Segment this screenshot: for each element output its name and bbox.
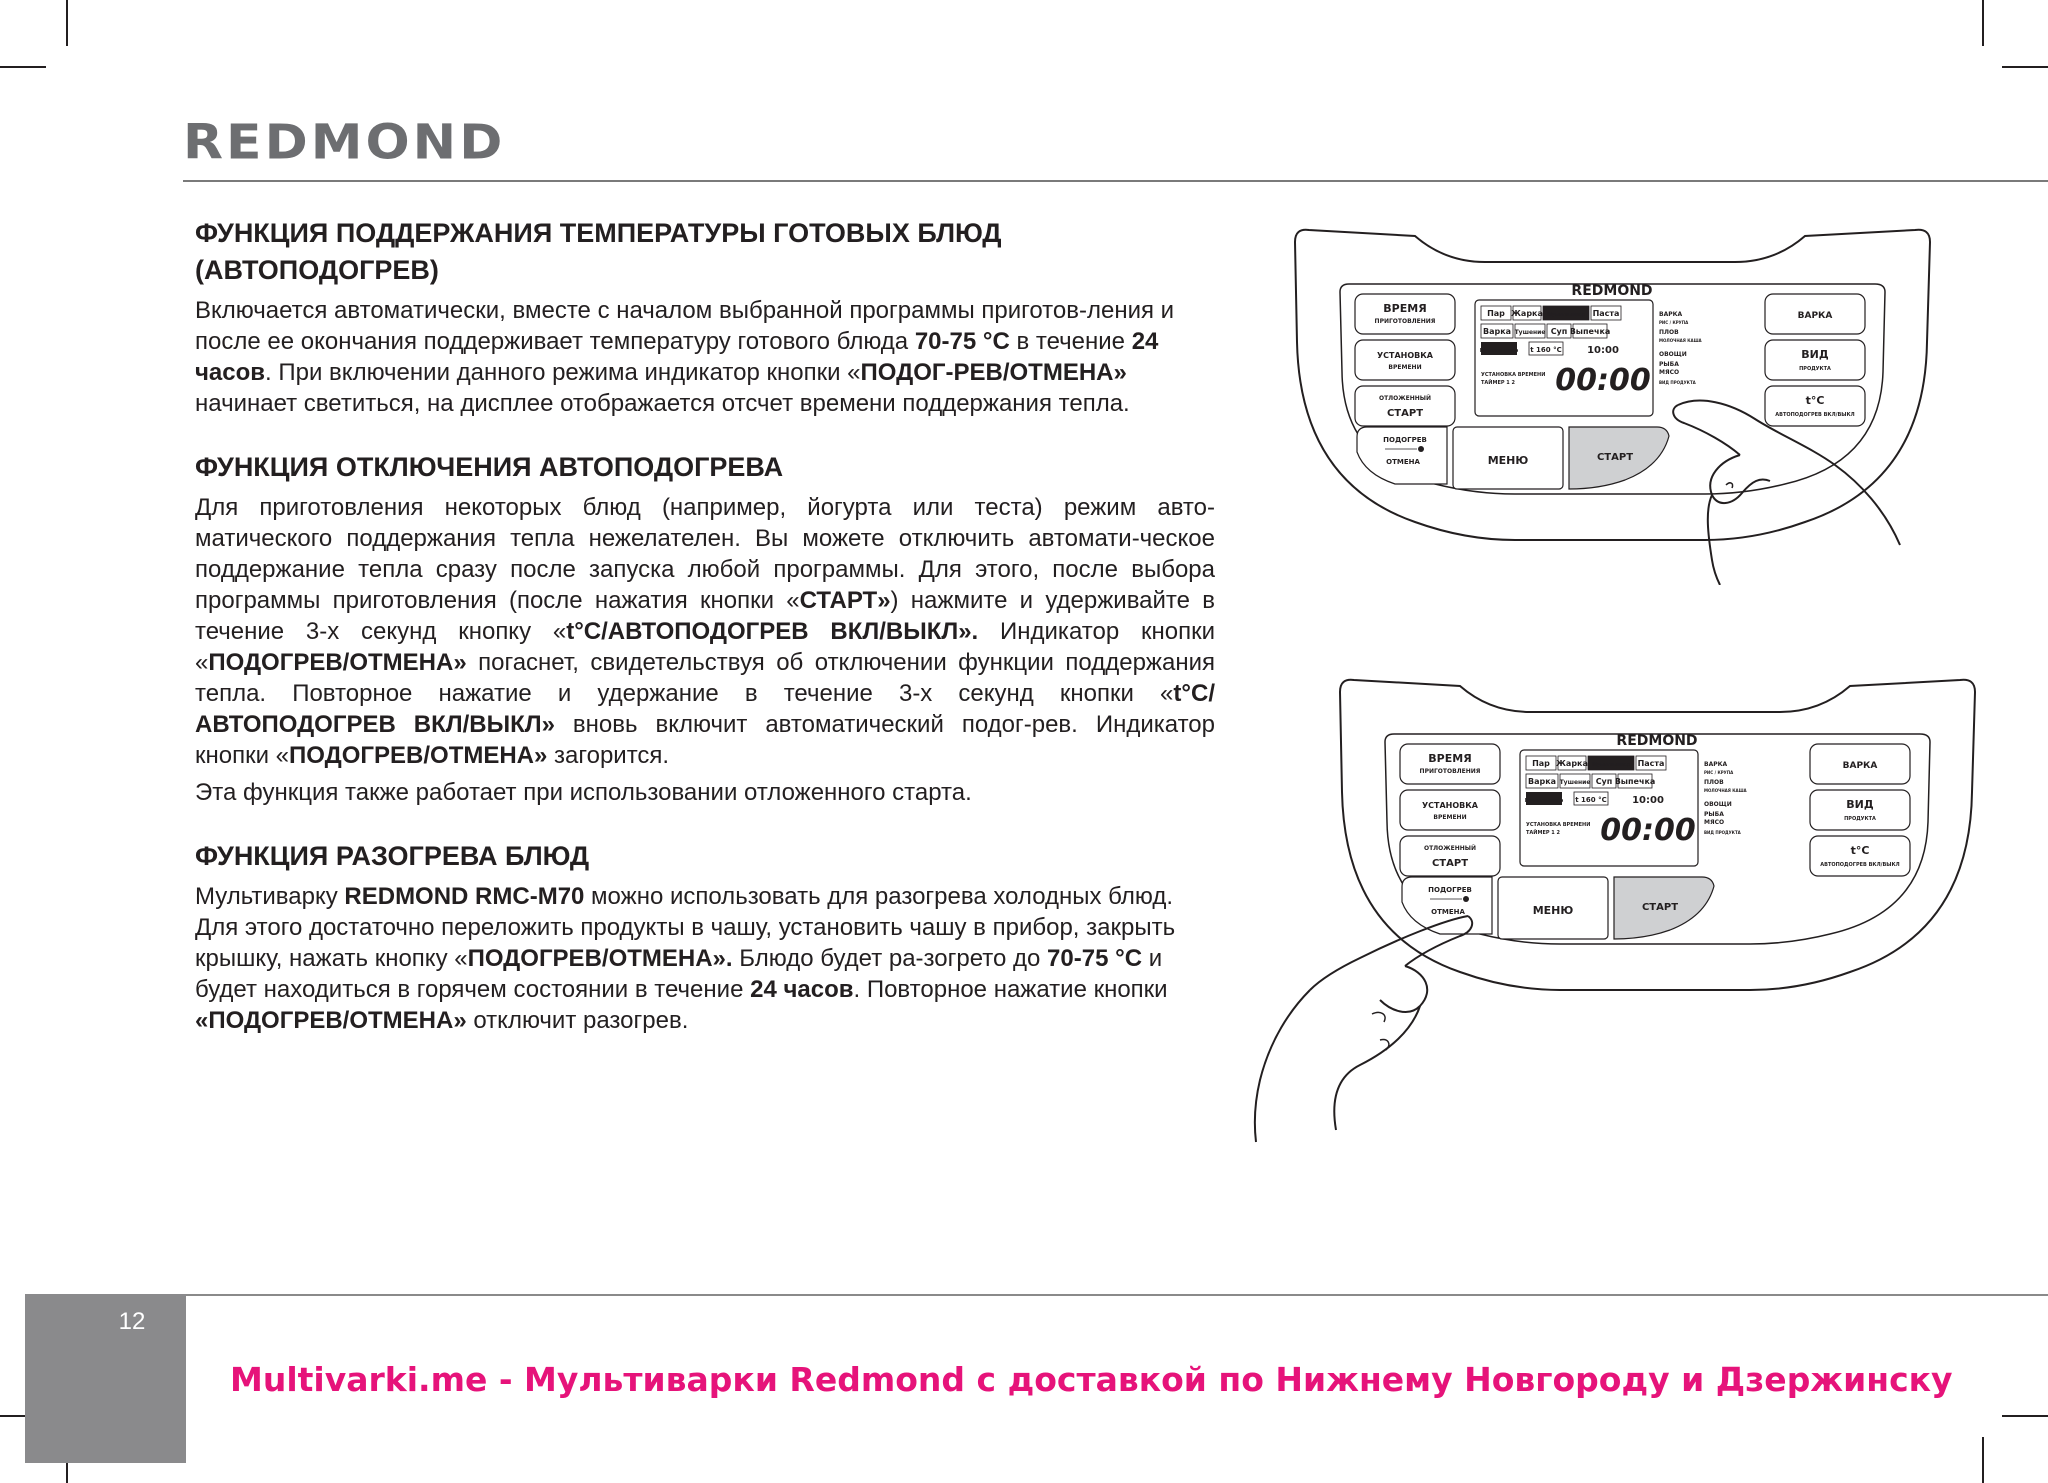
panel-right-button-label: t°C — [1805, 394, 1825, 407]
display-mode-label: Тушение — [1559, 779, 1591, 786]
panel-left-button-label: ОТЛОЖЕННЫЙ — [1423, 845, 1477, 852]
emphasis-text: t°C/АВТОПОДОГРЕВ ВКЛ/ВЫКЛ» — [195, 680, 1215, 738]
panel-left-button-label: ВРЕМЯ — [1428, 752, 1472, 765]
display-side-label: РИС / КРУПА — [1704, 770, 1734, 775]
body-text: в течение — [1009, 328, 1132, 355]
panel-left-button-label: ОТЛОЖЕННЫЙ — [1378, 395, 1432, 402]
display-mode-label: Мультиповар — [1546, 312, 1586, 318]
display-mode-label: Выпечка — [1569, 327, 1611, 336]
emphasis-text: 24 часов — [750, 976, 854, 1003]
display-mode-label: Жарка — [1556, 759, 1588, 768]
display-mode-label: Варка — [1482, 327, 1512, 336]
panel-left-button-label: УСТАНОВКА — [1421, 801, 1479, 810]
body-text: Индикатор кнопки « — [195, 618, 1215, 676]
panel-left-button-sublabel: СТАРТ — [1431, 858, 1469, 869]
section-title: ФУНКЦИЯ ПОДДЕРЖАНИЯ ТЕМПЕРАТУРЫ ГОТОВЫХ БЛЮД — [195, 218, 1002, 248]
crop-mark — [2002, 1415, 2048, 1417]
panel-left-button-label: УСТАНОВКА — [1376, 351, 1434, 360]
display-mode-label: Мультиповар — [1591, 762, 1631, 768]
body-text: можно использовать для разогрева холодных блюд. Для этого достаточно переложить продукты в чашу, установить чашу в прибор, закрыть крышку, нажать кнопку « — [195, 883, 1176, 972]
panel-left-button — [1355, 386, 1455, 426]
body-text: Включается автоматически, вместе с началом выбранной программы приготов-ления и после ее окончания поддерживает температуру готового блюда — [195, 297, 1175, 355]
panel-left-button-sublabel: ПРИГОТОВЛЕНИЯ — [1419, 768, 1481, 775]
panel-left-button — [1355, 340, 1455, 380]
body-text: Для приготовления некоторых блюд (например, йогурта или теста) режим авто-матического поддержания тепла нежелателен. Вы можете отключить автомати-ческое поддержание тепла сразу после запуска любой программы. Для этого, после выбора программы приготовления (после нажатия кнопки « — [195, 494, 1215, 614]
display-label: ТАЙМЕР 1 2 — [1526, 830, 1560, 836]
panel-left-button — [1400, 790, 1500, 830]
body-text: начинает светиться, на дисплее отображается отсчет времени поддержания тепла. — [195, 390, 1130, 417]
display-mode-label: Выпечка — [1614, 777, 1656, 786]
display-side-label: ПЛОВ — [1704, 779, 1724, 786]
body-text: . При включении данного режима индикатор кнопки « — [265, 359, 861, 386]
display-mode-label: Тушение — [1514, 329, 1546, 336]
panel-left-button-sublabel: ВРЕМЕНИ — [1388, 364, 1422, 371]
display-mode-label: Варка — [1527, 777, 1557, 786]
panel-right-button-sublabel: ПРОДУКТА — [1799, 366, 1831, 372]
panel-right-button-label: ВИД — [1801, 348, 1829, 361]
display-label: ТАЙМЕР 1 2 — [1481, 380, 1515, 386]
page-number: 12 — [118, 1308, 146, 1335]
emphasis-text: 70-75 °C — [1047, 945, 1143, 972]
crop-mark — [66, 0, 68, 46]
section-title: (АВТОПОДОГРЕВ) — [195, 255, 439, 285]
body-text: Блюдо будет ра-зогрето до — [732, 945, 1048, 972]
panel-left-button-label: ВРЕМЯ — [1383, 302, 1427, 315]
display-mode-label: Суп — [1550, 327, 1568, 336]
menu-button-label: МЕНЮ — [1487, 454, 1529, 467]
display-mode-label: Пар — [1532, 759, 1550, 768]
display-temperature: t 160 °C — [1575, 796, 1607, 804]
display-digits: 00:00 — [1600, 813, 1696, 848]
section — [195, 449, 1215, 808]
display-side-label: ВАРКА — [1659, 311, 1683, 318]
warm-button-label: ПОДОГРЕВ — [1428, 886, 1472, 894]
display-side-label: РЫБА — [1659, 361, 1679, 368]
display-clock: 10:00 — [1632, 795, 1664, 806]
display-side-label: МЯСО — [1704, 819, 1725, 826]
panel-left-button — [1400, 836, 1500, 876]
display-mode-label: Жарка — [1511, 309, 1543, 318]
panel-left-button-sublabel: ВРЕМЕНИ — [1433, 814, 1467, 821]
article-body — [195, 215, 1215, 1036]
panel-right-button-label: ВАРКА — [1842, 761, 1878, 771]
display-side-label: ПЛОВ — [1659, 329, 1679, 336]
emphasis-text: 70-75 °C — [914, 328, 1010, 355]
body-text: ) нажмите и удерживайте в течение 3-х секунд кнопку « — [195, 587, 1215, 645]
display-mode-label: Суп — [1595, 777, 1613, 786]
emphasis-text: 24 часов — [195, 328, 1159, 386]
cancel-button-label: ОТМЕНА — [1386, 458, 1420, 466]
cancel-button-label: ОТМЕНА — [1431, 908, 1465, 916]
emphasis-text: СТАРТ» — [799, 587, 891, 614]
section — [195, 215, 1215, 419]
panel-brand-logo: REDMOND — [1616, 733, 1698, 749]
display-label: УСТАНОВКА ВРЕМЕНИ — [1481, 372, 1546, 378]
display-active-mode-label: Мультиповар — [1524, 798, 1564, 804]
section-paragraph — [195, 295, 1215, 419]
warm-button-label: ПОДОГРЕВ — [1383, 436, 1427, 444]
display-side-label: ОВОЩИ — [1704, 801, 1732, 808]
panel-right-button-label: ВАРКА — [1797, 311, 1833, 321]
display-active-mode-label: Мультиповар — [1479, 348, 1519, 354]
crop-mark — [0, 66, 46, 68]
emphasis-text: ПОДОГРЕВ/ОТМЕНА». — [467, 945, 733, 972]
header-divider — [183, 180, 2048, 182]
footer-divider — [183, 1294, 2048, 1296]
body-text: Эта функция также работает при использовании отложенного старта. — [195, 779, 972, 806]
panel-right-button-sublabel: ПРОДУКТА — [1844, 816, 1876, 822]
panel-right-button-label: t°C — [1850, 844, 1870, 857]
panel-left-button-sublabel: СТАРТ — [1386, 408, 1424, 419]
page-number-box — [25, 1294, 186, 1463]
display-side-label: МОЛОЧНАЯ КАША — [1659, 338, 1702, 343]
emphasis-text: «ПОДОГРЕВ/ОТМЕНА» — [195, 1007, 467, 1034]
emphasis-text: REDMOND RMC-M70 — [344, 883, 585, 910]
emphasis-text: ПОДОГ-РЕВ/ОТМЕНА» — [860, 359, 1127, 386]
body-text: погаснет, свидетельствуя об отключении функции поддержания тепла. Повторное нажатие и удержание в течение 3-х секунд кнопки « — [195, 649, 1215, 707]
body-text: вновь включит автоматический подог-рев. Индикатор кнопки « — [195, 711, 1215, 769]
section-title: ФУНКЦИЯ РАЗОГРЕВА БЛЮД — [195, 841, 590, 871]
display-mode-label: Пар — [1487, 309, 1505, 318]
start-button-label: СТАРТ — [1641, 902, 1679, 913]
display-side-label: РЫБА — [1704, 811, 1724, 818]
menu-button-label: МЕНЮ — [1532, 904, 1574, 917]
start-button-label: СТАРТ — [1596, 452, 1634, 463]
section-paragraph — [195, 777, 1215, 808]
section-title: ФУНКЦИЯ ОТКЛЮЧЕНИЯ АВТОПОДОГРЕВА — [195, 452, 784, 482]
body-text: . Повторное нажатие кнопки — [853, 976, 1168, 1003]
panel-left-button-sublabel: ПРИГОТОВЛЕНИЯ — [1374, 318, 1436, 325]
display-side-label: ВАРКА — [1704, 761, 1728, 768]
panel-brand-logo: REDMOND — [1571, 283, 1653, 299]
display-label: УСТАНОВКА ВРЕМЕНИ — [1526, 822, 1591, 828]
emphasis-text: ПОДОГРЕВ/ОТМЕНА» — [289, 742, 548, 769]
body-text: загорится. — [547, 742, 670, 769]
crop-mark — [2002, 66, 2048, 68]
brand-logo: REDMOND — [183, 115, 506, 171]
body-text: отключит разогрев. — [466, 1007, 689, 1034]
crop-mark — [1982, 1437, 1984, 1483]
panel-right-button-label: ВИД — [1846, 798, 1874, 811]
display-mode-label: Паста — [1637, 759, 1665, 768]
section — [195, 838, 1215, 1036]
display-side-label: ВИД ПРОДУКТА — [1659, 380, 1696, 385]
warm-indicator-led — [1418, 446, 1424, 452]
display-digits: 00:00 — [1555, 363, 1651, 398]
display-side-label: МЯСО — [1659, 369, 1680, 376]
emphasis-text: ПОДОГРЕВ/ОТМЕНА» — [208, 649, 467, 676]
crop-mark — [1982, 0, 1984, 46]
display-side-label: РИС / КРУПА — [1659, 320, 1689, 325]
display-side-label: ВИД ПРОДУКТА — [1704, 830, 1741, 835]
body-text: и будет находиться в горячем состоянии в течение — [195, 945, 1163, 1003]
panel-right-button-sublabel: АВТОПОДОГРЕВ ВКЛ/ВЫКЛ — [1775, 412, 1855, 418]
body-text: Мультиварку — [195, 883, 345, 910]
display-temperature: t 160 °C — [1530, 346, 1562, 354]
section-paragraph — [195, 881, 1215, 1036]
display-mode-label: Паста — [1592, 309, 1620, 318]
display-side-label: МОЛОЧНАЯ КАША — [1704, 788, 1747, 793]
hand-pressing-temperature-button — [1660, 385, 1910, 585]
panel-right-button-sublabel: АВТОПОДОГРЕВ ВКЛ/ВЫКЛ — [1820, 862, 1900, 868]
section-paragraph — [195, 492, 1215, 771]
display-side-label: ОВОЩИ — [1659, 351, 1687, 358]
emphasis-text: t°C/АВТОПОДОГРЕВ ВКЛ/ВЫКЛ». — [566, 618, 979, 645]
display-clock: 10:00 — [1587, 345, 1619, 356]
footer-promo-link[interactable]: Multivarki.me - Мультиварки Redmond с доставкой по Нижнему Новгороду и Дзержинску — [230, 1360, 1953, 1399]
hand-pressing-warm-button — [1240, 910, 1490, 1145]
warm-indicator-led — [1463, 896, 1469, 902]
